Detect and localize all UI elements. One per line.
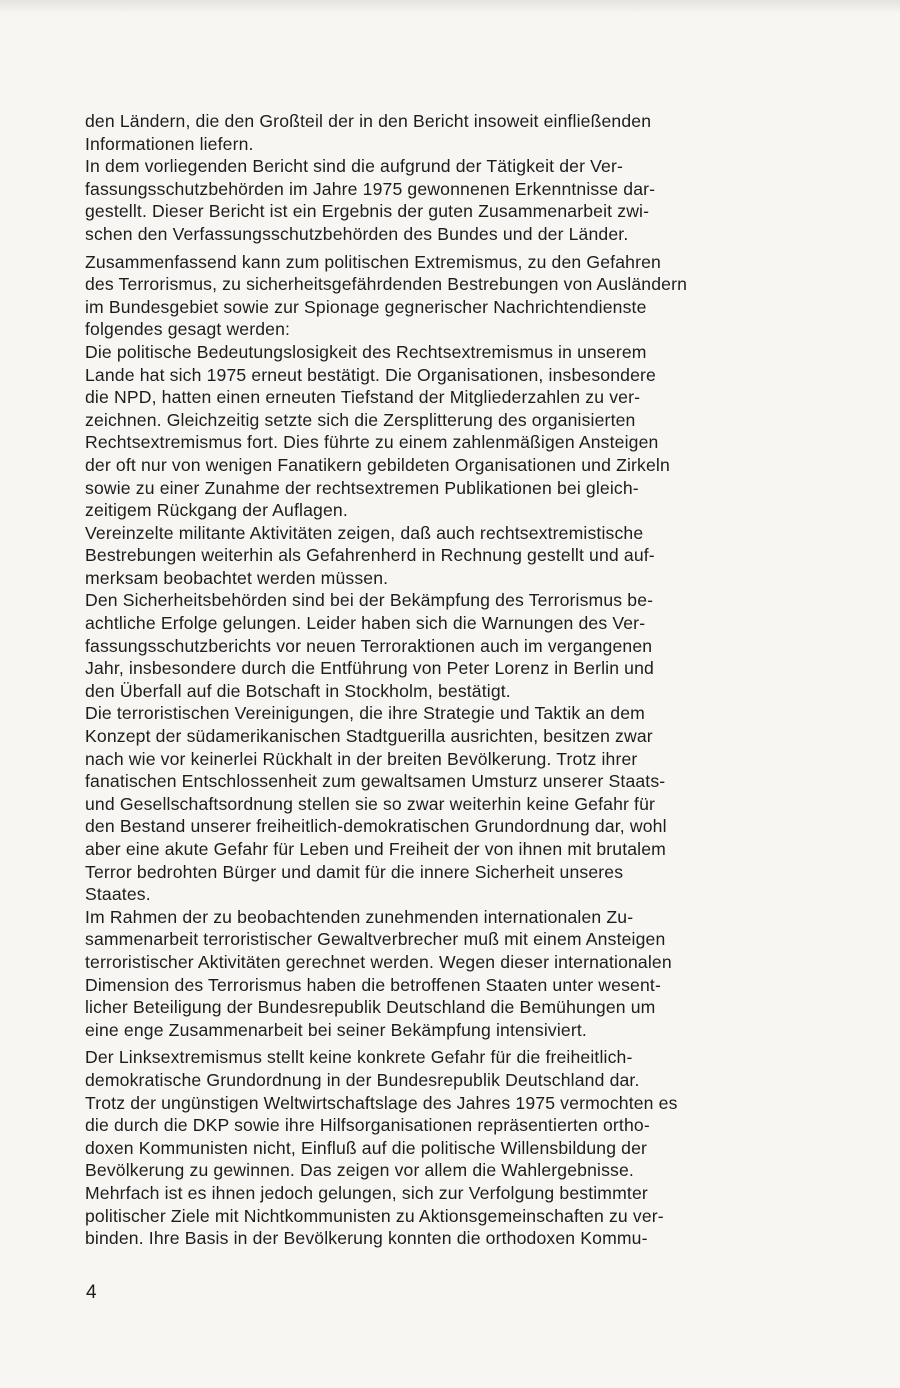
text-line: doxen Kommunisten nicht, Einfluß auf die politische Willensbildung der bbox=[85, 1137, 648, 1158]
text-line: In dem vorliegenden Bericht sind die aufgrund der Tätigkeit der Ver- bbox=[85, 156, 623, 177]
text-line: des Terrorismus, zu sicherheitsgefährdenden Bestrebungen von Ausländern bbox=[85, 274, 688, 295]
text-line: Lande hat sich 1975 erneut bestätigt. Die Organisationen, insbesondere bbox=[85, 364, 656, 385]
text-line: Konzept der südamerikanischen Stadtguerilla ausrichten, besitzen zwar bbox=[85, 726, 653, 747]
text-line: Mehrfach ist es ihnen jedoch gelungen, sich zur Verfolgung bestimmter bbox=[85, 1182, 648, 1203]
text-line: Terror bedrohten Bürger und damit für die innere Sicherheit unseres bbox=[85, 861, 624, 882]
text-line: Den Sicherheitsbehörden sind bei der Bekämpfung des Terrorismus be- bbox=[85, 590, 654, 611]
text-line: demokratische Grundordnung in der Bundesrepublik Deutschland dar. bbox=[85, 1069, 640, 1090]
text-line: gestellt. Dieser Bericht ist ein Ergebnis der guten Zusammenarbeit zwi- bbox=[85, 201, 650, 222]
text-line: fassungsschutzberichts vor neuen Terroraktionen auch im vergangenen bbox=[85, 635, 653, 656]
text-line: die NPD, hatten einen erneuten Tiefstand der Mitgliederzahlen zu ver- bbox=[85, 387, 641, 408]
text-line: achtliche Erfolge gelungen. Leider haben sich die Warnungen des Ver- bbox=[85, 613, 646, 634]
text-line: und Gesellschaftsordnung stellen sie so zwar weiterhin keine Gefahr für bbox=[85, 793, 656, 814]
text-line: merksam beobachtet werden müssen. bbox=[85, 567, 389, 588]
text-line: Informationen liefern. bbox=[85, 133, 254, 154]
text-line: folgendes gesagt werden: bbox=[85, 319, 291, 340]
text-line: Staates. bbox=[85, 884, 151, 905]
text-line: sowie zu einer Zunahme der rechtsextremen Publikationen bei gleich- bbox=[85, 477, 639, 498]
text-line: Trotz der ungünstigen Weltwirtschaftslage des Jahres 1975 vermochten es bbox=[85, 1092, 678, 1113]
text-line: den Bestand unserer freiheitlich-demokratischen Grundordnung dar, wohl bbox=[85, 816, 667, 837]
text-line: Vereinzelte militante Aktivitäten zeigen, daß auch rechtsextremistische bbox=[85, 522, 644, 543]
page-number: 4 bbox=[86, 1282, 97, 1303]
text-line: Der Linksextremismus stellt keine konkrete Gefahr für die freiheitlich- bbox=[85, 1047, 633, 1068]
text-line: fanatischen Entschlossenheit zum gewaltsamen Umsturz unserer Staats- bbox=[85, 771, 666, 792]
text-line: die durch die DKP sowie ihre Hilfsorganisationen repräsentierten ortho- bbox=[85, 1115, 650, 1136]
text-line: binden. Ihre Basis in der Bevölkerung konnten die orthodoxen Kommu- bbox=[85, 1228, 648, 1249]
text-line: zeichnen. Gleichzeitig setzte sich die Zersplitterung des organisierten bbox=[85, 409, 636, 430]
text-line: Im Rahmen der zu beobachtenden zunehmenden internationalen Zu- bbox=[85, 906, 634, 927]
text-line: Die politische Bedeutungslosigkeit des Rechtsextremismus in unserem bbox=[85, 341, 647, 362]
text-line: Die terroristischen Vereinigungen, die ihre Strategie und Taktik an dem bbox=[85, 703, 645, 724]
text-line: schen den Verfassungsschutzbehörden des Bundes und der Länder. bbox=[85, 223, 629, 244]
text-line: sammenarbeit terroristischer Gewaltverbrecher muß mit einem Ansteigen bbox=[85, 929, 666, 950]
text-line: zeitigem Rückgang der Auflagen. bbox=[85, 500, 348, 521]
text-line: nach wie vor keinerlei Rückhalt in der breiten Bevölkerung. Trotz ihrer bbox=[85, 748, 638, 769]
text-line: aber eine akute Gefahr für Leben und Freiheit der von ihnen mit brutalem bbox=[85, 839, 666, 859]
body-text bbox=[85, 110, 785, 1250]
text-line: Zusammenfassend kann zum politischen Extremismus, zu den Gefahren bbox=[85, 251, 661, 272]
text-line: der oft nur von wenigen Fanatikern gebildeten Organisationen und Zirkeln bbox=[85, 454, 670, 475]
text-line: Bevölkerung zu gewinnen. Das zeigen vor allem die Wahlergebnisse. bbox=[85, 1160, 634, 1181]
text-line: Rechtsextremismus fort. Dies führte zu einem zahlenmäßigen Ansteigen bbox=[85, 432, 659, 453]
text-line: im Bundesgebiet sowie zur Spionage gegnerischer Nachrichtendienste bbox=[85, 296, 647, 317]
text-line: licher Beteiligung der Bundesrepublik Deutschland die Bemühungen um bbox=[85, 997, 656, 1018]
text-line: Dimension des Terrorismus haben die betroffenen Staaten unter wesent- bbox=[85, 974, 661, 995]
text-line: den Überfall auf die Botschaft in Stockholm, bestätigt. bbox=[85, 680, 511, 701]
text-line: terroristischer Aktivitäten gerechnet werden. Wegen dieser internationalen bbox=[85, 951, 672, 972]
text-line: Bestrebungen weiterhin als Gefahrenherd in Rechnung gestellt und auf- bbox=[85, 545, 655, 566]
text-line: eine enge Zusammenarbeit bei seiner Bekämpfung intensiviert. bbox=[85, 1019, 587, 1040]
text-line: Jahr, insbesondere durch die Entführung von Peter Lorenz in Berlin und bbox=[85, 658, 654, 679]
text-line: politischer Ziele mit Nichtkommunisten zu Aktionsgemeinschaften zu ver- bbox=[85, 1205, 664, 1226]
text-line: den Ländern, die den Großteil der in den Bericht insoweit einfließenden bbox=[85, 111, 652, 131]
scan-edge bbox=[0, 0, 900, 14]
text-line: fassungsschutzbehörden im Jahre 1975 gewonnenen Erkenntnisse dar- bbox=[85, 178, 656, 199]
